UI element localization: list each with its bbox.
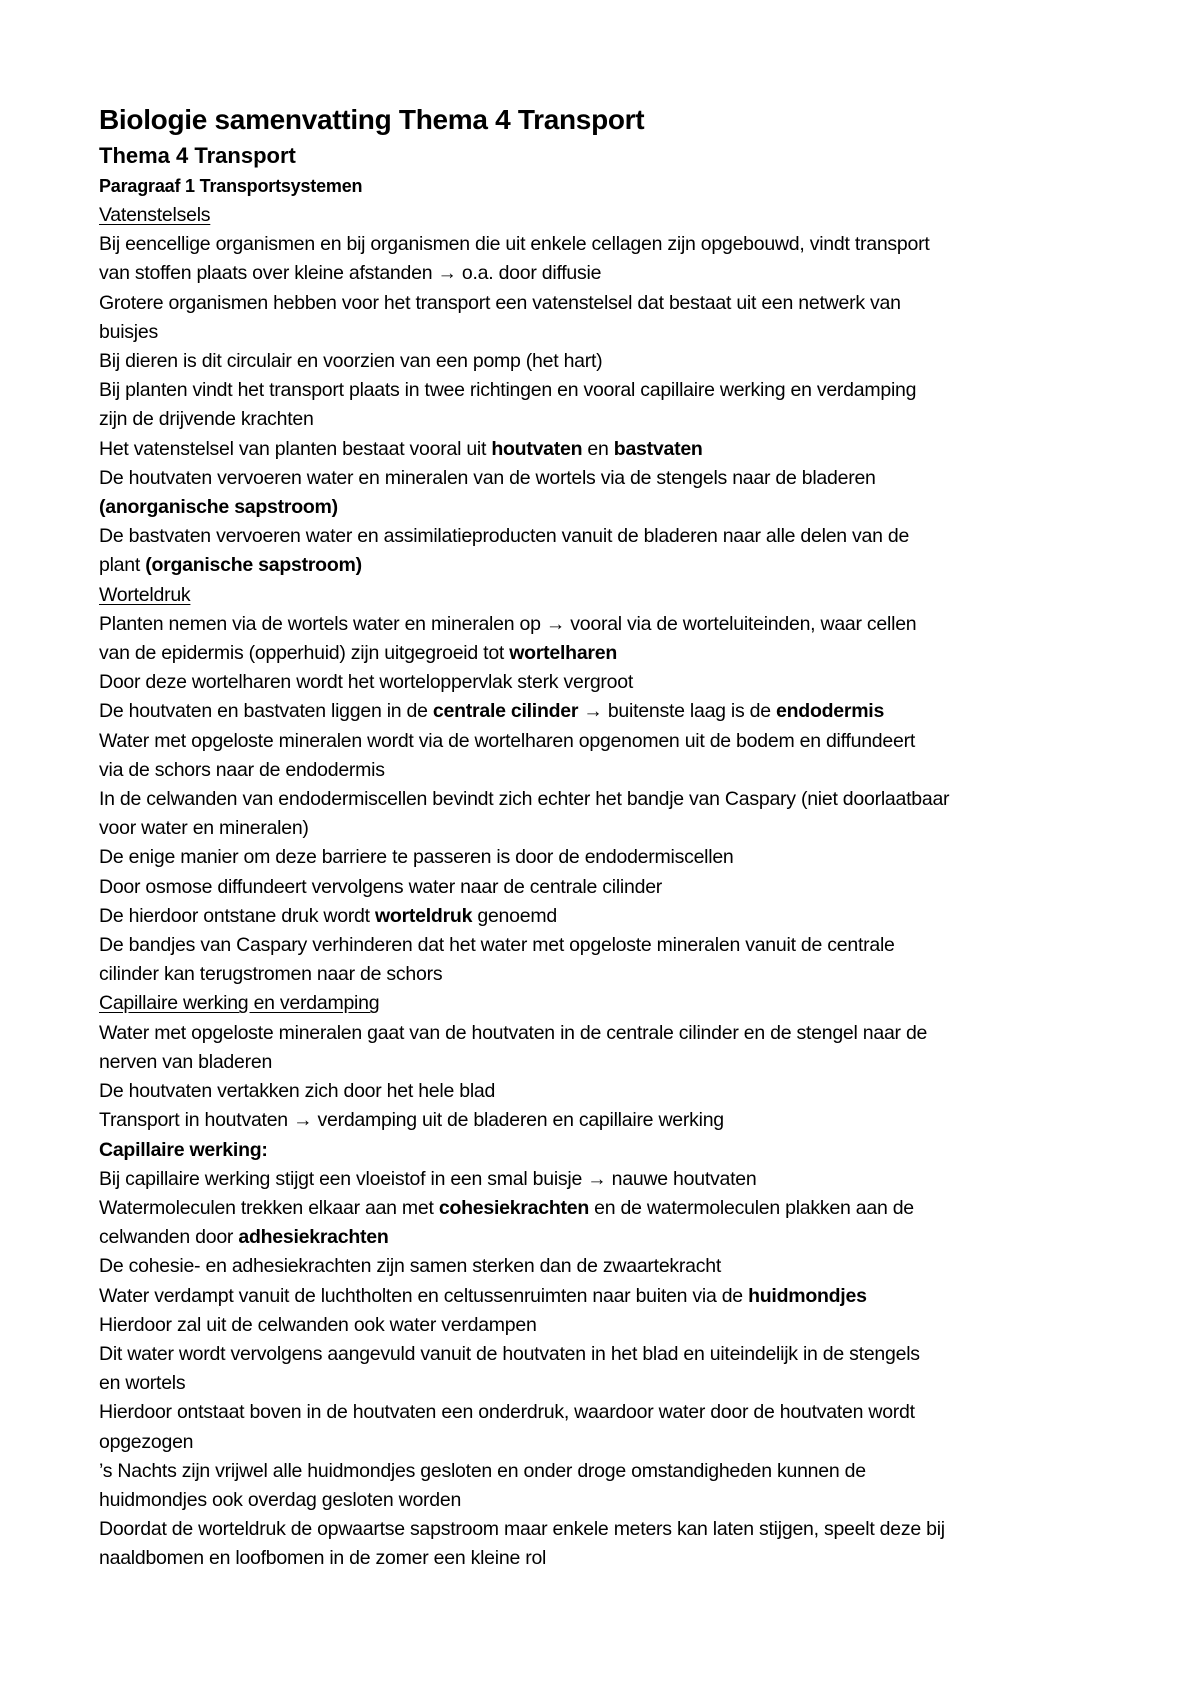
text-line: De cohesie- en adhesiekrachten zijn samen sterken dan de zwaartekracht — [99, 1255, 722, 1278]
paragraph-title: Paragraaf 1 Transportsystemen — [99, 176, 363, 196]
text-line: De houtvaten vervoeren water en mineralen van de wortels via de stengels naar de bladeren — [99, 466, 876, 489]
term-wortelharen: wortelharen — [509, 642, 618, 665]
arrow-right-icon: → — [587, 1167, 607, 1190]
term-organische-sapstroom: (organische sapstroom) — [145, 554, 362, 577]
term-bastvaten: bastvaten — [613, 437, 703, 460]
term-cohesiekrachten: cohesiekrachten — [438, 1196, 590, 1219]
text-line — [99, 493, 1119, 522]
text-line: opgezogen — [99, 1430, 194, 1453]
text-line: plant (organische sapstroom) — [99, 554, 362, 577]
section-heading-vatenstelsels: Vatenstelsels — [99, 204, 211, 226]
text-line: Doordat de worteldruk de opwaartse sapstroom maar enkele meters kan laten stijgen, speelt deze bij — [99, 1518, 945, 1541]
text-line: Water verdampt vanuit de luchtholten en celtussenruimten naar buiten via de huidmondjes — [99, 1284, 867, 1307]
text-line: Hierdoor ontstaat boven in de houtvaten een onderdruk, waardoor water door de houtvaten wordt — [99, 1401, 915, 1424]
text-line: huidmondjes ook overdag gesloten worden — [99, 1488, 462, 1511]
document-title: Biologie samenvatting Thema 4 Transport — [99, 104, 645, 135]
text-line: via de schors naar de endodermis — [99, 758, 385, 781]
text-line: nerven van bladeren — [99, 1050, 273, 1073]
text-line: De houtvaten en bastvaten liggen in de centrale cilinder → buitenste laag is de endodermis — [99, 700, 885, 723]
text-line: De bandjes van Caspary verhinderen dat het water met opgeloste mineralen vanuit de centrale — [99, 934, 895, 957]
text-line: Bij dieren is dit circulair en voorzien van een pomp (het hart) — [99, 350, 603, 373]
arrow-right-icon: → — [293, 1109, 313, 1132]
text-line: Door deze wortelharen wordt het worteloppervlak sterk vergroot — [99, 671, 634, 694]
term-houtvaten: houtvaten — [491, 437, 583, 460]
text-line: Bij capillaire werking stijgt een vloeistof in een smal buisje → nauwe houtvaten — [99, 1167, 757, 1190]
text-line: De enige manier om deze barriere te passeren is door de endodermiscellen — [99, 846, 734, 869]
text-line: voor water en mineralen) — [99, 817, 309, 840]
text-line: buisjes — [99, 320, 158, 343]
text-line: Door osmose diffundeert vervolgens water naar de centrale cilinder — [99, 875, 663, 898]
text-line: naaldbomen en loofbomen in de zomer een kleine rol — [99, 1547, 547, 1570]
term-anorganische-sapstroom: (anorganische sapstroom) — [99, 496, 338, 519]
text-line: De bastvaten vervoeren water en assimilatieproducten vanuit de bladeren naar alle delen van de — [99, 525, 910, 548]
text-line: De hierdoor ontstane druk wordt worteldruk genoemd — [99, 904, 557, 927]
term-centrale-cilinder: centrale cilinder — [432, 700, 579, 723]
theme-title: Thema 4 Transport — [99, 143, 296, 168]
term-endodermis: endodermis — [776, 700, 885, 723]
text-line: De houtvaten vertakken zich door het hele blad — [99, 1080, 496, 1103]
subheading-capillaire-werking: Capillaire werking: — [99, 1138, 268, 1161]
arrow-right-icon: → — [545, 612, 566, 635]
text-line: Hierdoor zal uit de celwanden ook water verdampen — [99, 1313, 537, 1336]
text-line: zijn de drijvende krachten — [99, 408, 314, 431]
text-line: In de celwanden van endodermiscellen bevindt zich echter het bandje van Caspary (niet doorlaatbaar — [99, 788, 950, 811]
text-line: Water met opgeloste mineralen wordt via de wortelharen opgenomen uit de bodem en diffundeert — [99, 729, 916, 752]
document-body — [99, 100, 1119, 1574]
text-line: en wortels — [99, 1372, 186, 1395]
text-line: Water met opgeloste mineralen gaat van de houtvaten in de centrale cilinder en de stengel naar de — [99, 1021, 928, 1044]
text-line: Dit water wordt vervolgens aangevuld vanuit de houtvaten in het blad en uiteindelijk in de stengels — [99, 1342, 920, 1365]
text-line: Grotere organismen hebben voor het transport een vatenstelsel dat bestaat uit een netwerk van — [99, 291, 901, 314]
text-line: celwanden door adhesiekrachten — [99, 1226, 389, 1249]
text-line: van stoffen plaats over kleine afstanden → o.a. door diffusie — [99, 262, 602, 285]
text-line: Watermoleculen trekken elkaar aan met cohesiekrachten en de watermoleculen plakken aan de — [99, 1196, 914, 1219]
term-adhesiekrachten: adhesiekrachten — [238, 1226, 389, 1249]
term-huidmondjes: huidmondjes — [748, 1284, 867, 1307]
text-line: Het vatenstelsel van planten bestaat vooral uit houtvaten en bastvaten — [99, 437, 703, 460]
text-line: Transport in houtvaten → verdamping uit de bladeren en capillaire werking — [99, 1109, 724, 1132]
text-line: Planten nemen via de wortels water en mineralen op → vooral via de worteluiteinden, waar cellen — [99, 612, 917, 635]
text-line: ’s Nachts zijn vrijwel alle huidmondjes gesloten en onder droge omstandigheden kunnen de — [99, 1459, 866, 1482]
text-line: Bij planten vindt het transport plaats in twee richtingen en vooral capillaire werking en verdamping — [99, 379, 917, 402]
section-heading-capillaire-werking: Capillaire werking en verdamping — [99, 992, 380, 1015]
text-line: Bij eencellige organismen en bij organismen die uit enkele cellagen zijn opgebouwd, vindt transport — [99, 233, 930, 256]
section-heading-worteldruk: Worteldruk — [99, 583, 191, 606]
arrow-right-icon: → — [437, 262, 457, 285]
text-line: cilinder kan terugstromen naar de schors — [99, 963, 443, 986]
text-line: van de epidermis (opperhuid) zijn uitgegroeid tot wortelharen — [99, 642, 618, 665]
term-worteldruk: worteldruk — [375, 904, 473, 927]
arrow-right-icon: → — [583, 700, 603, 723]
